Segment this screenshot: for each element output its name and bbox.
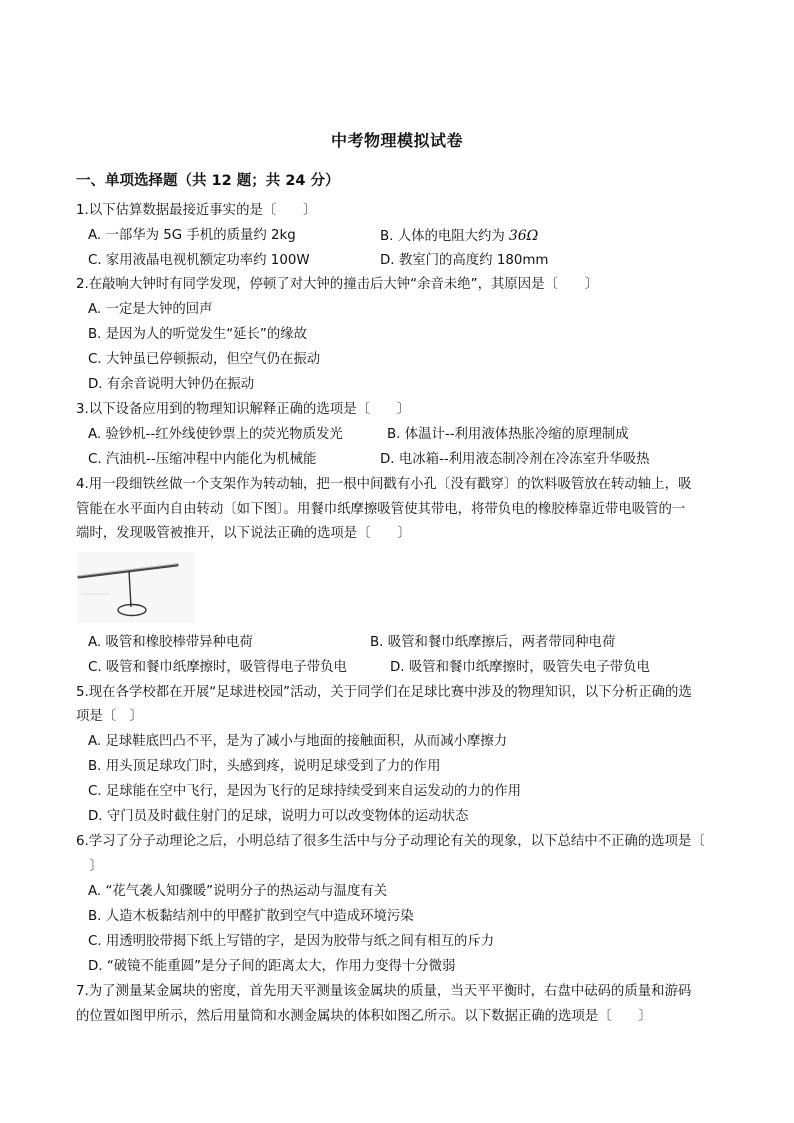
q6-option-c: C. 用透明胶带揭下纸上写错的字，是因为胶带与纸之间有相互的斥力 [88, 934, 495, 949]
q5-option-c: C. 足球能在空中飞行，是因为飞行的足球持续受到来自运发动的力的作用 [88, 784, 521, 799]
question-2-stem: 2.在敲响大钟时有同学发现，停顿了对大钟的撞击后大钟“余音未绝”，其原因是〔 〕 [76, 277, 599, 292]
question-4-stem-line-1: 4.用一段细铁丝做一个支架作为转动轴，把一根中间戳有小孔〔没有戳穿〕的饮料吸管放在转动轴上，吸 [76, 477, 692, 492]
question-5-stem-line-1: 5.现在各学校都在开展“足球进校园”活动，关于同学们在足球比赛中涉及的物理知识，以下分析正确的选 [76, 685, 692, 700]
question-7-stem-line-1: 7.为了测量某金属块的密度，首先用天平测量该金属块的质量，当天平平衡时，右盘中砝码的质量和游码 [76, 984, 692, 999]
question-7-stem-line-2: 的位置如图甲所示，然后用量筒和水测金属块的体积如图乙所示。以下数据正确的选项是〔 〕 [76, 1009, 652, 1024]
q4-option-a: A. 吸管和橡胶棒带异种电荷 [88, 635, 253, 650]
q2-option-c: C. 大钟虽已停顿振动，但空气仍在振动 [88, 352, 321, 367]
q1-option-a: A. 一部华为 5G 手机的质量约 2kg [88, 228, 296, 243]
section-heading: 一、单项选择题（共 12 题；共 24 分） [76, 173, 340, 189]
q3-option-d: D. 电冰箱--利用液态制冷剂在冷冻室升华吸热 [380, 452, 650, 467]
page-title: 中考物理模拟试卷 [330, 131, 463, 150]
question-5-stem-line-2: 项是〔 〕 [76, 709, 143, 724]
q1-option-b [380, 227, 538, 246]
q6-option-b: B. 人造木板黏结剂中的甲醛扩散到空气中造成环境污染 [88, 909, 414, 924]
q1-option-b-text: B. 人体的电阻大约为 [380, 229, 505, 244]
q5-option-a: A. 足球鞋底凹凸不平，是为了减小与地面的接触面积，从而减小摩擦力 [88, 734, 508, 749]
q4-option-b: B. 吸管和餐巾纸摩擦后，两者带同种电荷 [370, 635, 616, 650]
q3-option-c: C. 汽油机--压缩冲程中内能化为机械能 [88, 452, 317, 467]
q1-option-d: D. 教室门的高度约 180mm [380, 253, 549, 268]
question-3-stem: 3.以下设备应用到的物理知识解释正确的选项是〔 〕 [76, 402, 411, 417]
q6-option-a: A. “花气袭人知骤暖”说明分子的热运动与温度有关 [88, 884, 388, 899]
q4-option-d: D. 吸管和餐巾纸摩擦时，吸管失电子带负电 [390, 660, 650, 675]
q5-option-b: B. 用头顶足球攻门时，头感到疼，说明足球受到了力的作用 [88, 759, 441, 774]
q4-option-c: C. 吸管和餐巾纸摩擦时，吸管得电子带负电 [88, 660, 347, 675]
question-6-stem-line-2: 〕 [76, 859, 103, 874]
q2-option-a: A. 一定是大钟的回声 [88, 302, 213, 317]
q5-option-d: D. 守门员及时截住射门的足球，说明力可以改变物体的运动状态 [88, 809, 469, 824]
q6-option-d: D. “破镜不能重圆”是分子间的距离太大，作用力变得十分微弱 [88, 959, 456, 974]
q3-option-a: A. 验钞机--红外线使钞票上的荧光物质发光 [88, 427, 343, 442]
question-6-stem-line-1: 6.学习了分子动理论之后，小明总结了很多生活中与分子动理论有关的现象，以下总结中不正确的选项是〔 [76, 834, 705, 849]
q1-option-b-value: 36Ω [508, 228, 539, 244]
q3-option-b: B. 体温计--利用液体热胀冷缩的原理制成 [387, 427, 629, 442]
q2-option-d: D. 有余音说明大钟仍在振动 [88, 377, 255, 392]
q2-option-b: B. 是因为人的听觉发生“延长”的缘故 [88, 327, 308, 342]
question-1-stem: 1.以下估算数据最接近事实的是〔 〕 [76, 203, 317, 218]
question-4-stem-line-2: 管能在水平面内自由转动〔如下图〕。用餐巾纸摩擦吸管使其带电，将带负电的橡胶棒靠近带电吸管的一 [76, 502, 686, 517]
straw-on-pivot-figure [77, 552, 195, 622]
question-4-stem-line-3: 端时，发现吸管被推开，以下说法正确的选项是〔 〕 [76, 526, 411, 541]
q1-option-c: C. 家用液晶电视机额定功率约 100W [88, 253, 310, 268]
